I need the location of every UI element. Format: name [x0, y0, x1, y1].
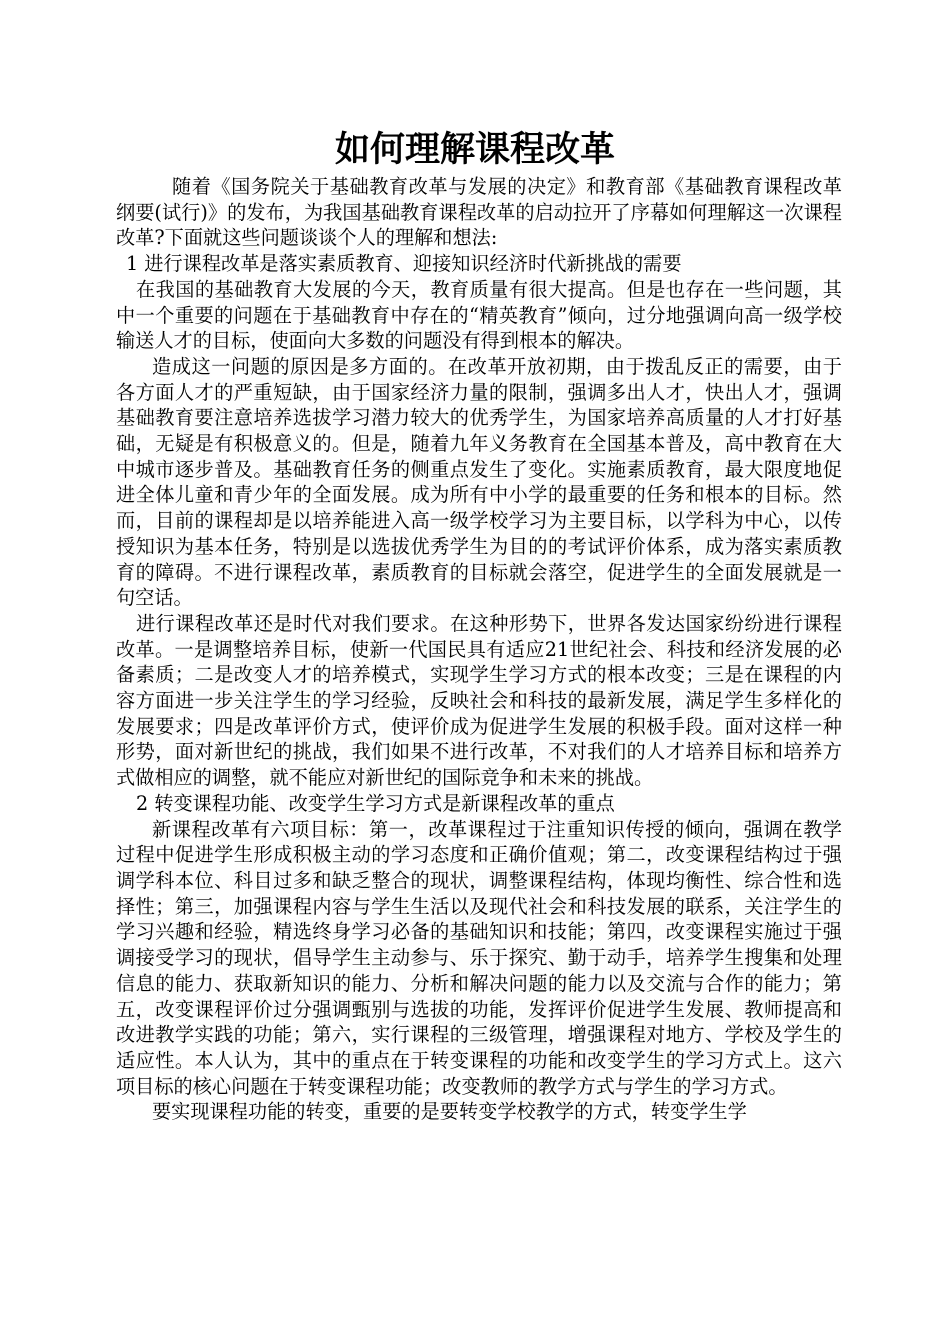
section-heading-2: 2 转变课程功能、改变学生学习方式是新课程改革的重点: [136, 791, 615, 815]
document-title: 如何理解课程改革: [334, 130, 615, 170]
paragraph-function-transform: 要实现课程功能的转变，重要的是要转变学校教学的方式，转变学生学: [152, 1100, 747, 1124]
paragraph-intro: 随着《国务院关于基础教育改革与发展的决定》和教育部《基础教育课程改革纲要(试行)》的发布，为我国基础教育课程改革的启动拉开了序幕如何理解这一次课程改革?下面就这些问题谈谈个人的理解和想法:: [116, 175, 842, 250]
paragraph-causes: 造成这一问题的原因是多方面的。在改革开放初期，由于拨乱反正的需要，由于各方面人才的严重短缺，由于国家经济力量的限制，强调多出人才，快出人才，强调基础教育要注意培养选拔学习潜力较大的优秀学生，为国家培养高质量的人才打好基础，无疑是有积极意义的。但是，随着九年义务教育在全国基本普及，高中教育在大中城市逐步普及。基础教育任务的侧重点发生了变化。实施素质教育，最大限度地促进全体儿童和青少年的全面发展。成为所有中小学的最重要的任务和根本的目标。然而，目前的课程却是以培养能进入高一级学校学习为主要目标，以学科为中心，以传授知识为基本任务，特别是以选拔优秀学生为目的的考试评价体系，成为落实素质教育的障碍。不进行课程改革，素质教育的目标就会落空，促进学生的全面发展就是一句空话。: [116, 354, 842, 610]
section-heading-1: 1 进行课程改革是落实素质教育、迎接知识经济时代新挑战的需要: [126, 252, 682, 276]
paragraph-six-goals: 新课程改革有六项目标：第一，改革课程过于注重知识传授的倾向，强调在教学过程中促进学生形成积极主动的学习态度和正确价值观；第二，改变课程结构过于强调学科本位、科目过多和缺乏整合的现状，调整课程结构，体现均衡性、综合性和选择性；第三，加强课程内容与学生生活以及现代社会和科技发展的联系，关注学生的学习兴趣和经验，精选终身学习必备的基础知识和技能；第四，改变课程实施过于强调接受学习的现状，倡导学生主动参与、乐于探究、勤于动手，培养学生搜集和处理信息的能力、获取新知识的能力、分析和解决问题的能力以及交流与合作的能力；第五，改变课程评价过分强调甄别与选拔的功能，发挥评价促进学生发展、教师提高和改进教学实践的功能；第六，实行课程的三级管理，增强课程对地方、学校及学生的适应性。本人认为，其中的重点在于转变课程的功能和改变学生的学习方式上。这六项目标的核心问题在于转变课程功能；改变教师的教学方式与学生的学习方式。: [116, 817, 842, 1098]
paragraph-elite-education: 在我国的基础教育大发展的今天，教育质量有很大提高。但是也存在一些问题，其中一个重要的问题在于基础教育中存在的“精英教育”倾向，过分地强调向高一级学校输送人才的目标，使面向大多数的问题没有得到根本的解决。: [116, 277, 842, 353]
paragraph-era-demand: 进行课程改革还是时代对我们要求。在这种形势下，世界各发达国家纷纷进行课程改革。一是调整培养目标，使新一代国民具有适应21世纪社会、科技和经济发展的必备素质；二是改变人才的培养模式，实现学生学习方式的根本改变；三是在课程的内容方面进一步关注学生的学习经验，反映社会和科技的最新发展，满足学生多样化的发展要求；四是改革评价方式，使评价成为促进学生发展的积极手段。面对这样一种形势，面对新世纪的挑战，我们如果不进行改革，不对我们的人才培养目标和培养方式做相应的调整，就不能应对新世纪的国际竞争和未来的挑战。: [116, 611, 842, 790]
document-body: [116, 174, 842, 1125]
